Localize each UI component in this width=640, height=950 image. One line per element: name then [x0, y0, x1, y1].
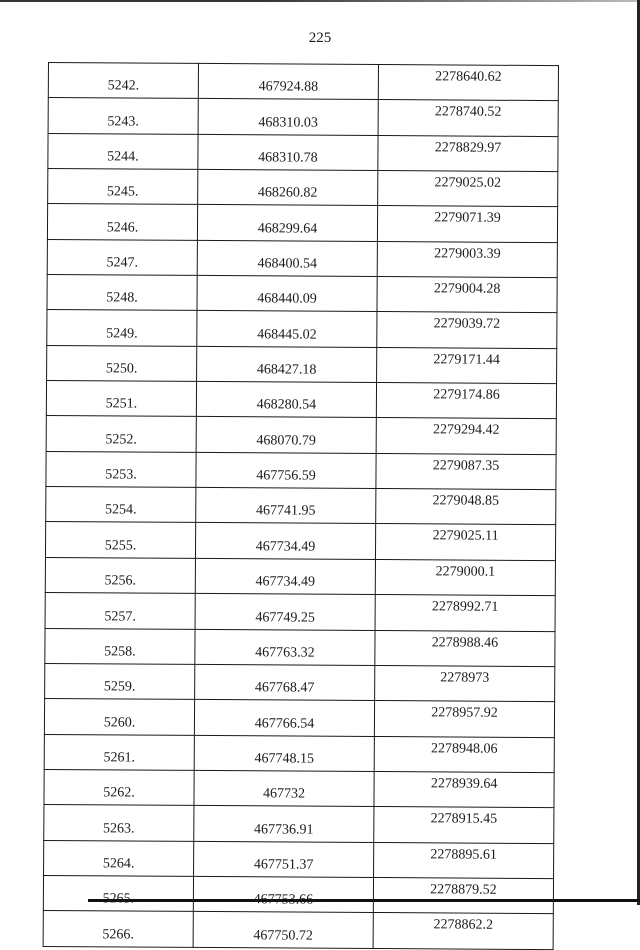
point-number-cell: 5252.	[46, 416, 196, 452]
y-coordinate-cell: 2278740.52	[378, 100, 558, 136]
x-coordinate-cell: 467756.59	[196, 452, 376, 488]
y-coordinate-cell: 2278988.46	[375, 630, 555, 666]
y-coordinate-cell: 2278992.71	[375, 595, 555, 631]
x-coordinate-cell: 468445.02	[197, 311, 377, 347]
y-coordinate-cell: 2278829.97	[378, 135, 558, 171]
scan-edge-top	[0, 0, 640, 2]
point-number-cell: 5244.	[48, 133, 198, 169]
table-row	[44, 805, 554, 843]
x-coordinate-cell: 467763.32	[195, 629, 375, 665]
point-number-cell: 5242.	[48, 63, 198, 99]
table-row	[47, 310, 557, 348]
table-row	[48, 169, 558, 207]
point-number-cell: 5247.	[47, 239, 197, 275]
point-number-cell: 5255.	[45, 522, 195, 558]
x-coordinate-cell: 467751.37	[194, 841, 374, 877]
table-row	[47, 239, 557, 277]
table-row	[45, 593, 555, 631]
point-number-cell: 5259.	[45, 663, 195, 699]
x-coordinate-cell: 468299.64	[197, 205, 377, 241]
point-number-cell: 5250.	[47, 345, 197, 381]
table-row	[48, 133, 558, 171]
point-number-cell: 5260.	[44, 699, 194, 735]
point-number-cell: 5261.	[44, 734, 194, 770]
y-coordinate-cell: 2278640.62	[378, 65, 558, 101]
table-row	[47, 275, 557, 313]
x-coordinate-cell: 468260.82	[198, 169, 378, 205]
table-row	[46, 381, 556, 419]
point-number-cell: 5257.	[45, 593, 195, 629]
y-coordinate-cell: 2279025.02	[378, 171, 558, 207]
y-coordinate-cell: 2279025.11	[375, 524, 555, 560]
coordinate-table	[43, 62, 559, 950]
point-number-cell: 5263.	[44, 805, 194, 841]
x-coordinate-cell: 468070.79	[196, 417, 376, 453]
point-number-cell: 5253.	[46, 451, 196, 487]
y-coordinate-cell: 2279003.39	[377, 241, 557, 277]
point-number-cell: 5258.	[45, 628, 195, 664]
x-coordinate-cell: 467734.49	[195, 523, 375, 559]
table-row	[48, 63, 558, 101]
y-coordinate-cell: 2279171.44	[377, 347, 557, 383]
table-row	[47, 204, 557, 242]
y-coordinate-cell: 2278957.92	[374, 701, 554, 737]
table-row	[46, 416, 556, 454]
y-coordinate-cell: 2279174.86	[376, 383, 556, 419]
x-coordinate-cell: 467924.88	[198, 63, 378, 99]
y-coordinate-cell: 2278948.06	[374, 736, 554, 772]
table-row	[43, 911, 553, 949]
table-row	[44, 699, 554, 737]
point-number-cell: 5256.	[45, 557, 195, 593]
table-row	[44, 769, 554, 807]
table-row	[45, 557, 555, 595]
x-coordinate-cell: 467748.15	[194, 735, 374, 771]
x-coordinate-cell: 467732	[194, 770, 374, 806]
y-coordinate-cell: 2278862.2	[373, 913, 553, 949]
x-coordinate-cell: 467736.91	[194, 806, 374, 842]
y-coordinate-cell: 2278879.52	[373, 877, 553, 913]
point-number-cell: 5249.	[47, 310, 197, 346]
x-coordinate-cell: 468400.54	[197, 240, 377, 276]
y-coordinate-cell: 2278973	[375, 665, 555, 701]
x-coordinate-cell: 468280.54	[196, 382, 376, 418]
table-row	[44, 734, 554, 772]
point-number-cell: 5262.	[44, 769, 194, 805]
page-number: 225	[308, 30, 332, 46]
coordinate-table-body	[43, 63, 558, 950]
y-coordinate-cell: 2279048.85	[376, 489, 556, 525]
x-coordinate-cell: 468310.03	[198, 99, 378, 135]
point-number-cell: 5251.	[46, 381, 196, 417]
table-row	[45, 628, 555, 666]
y-coordinate-cell: 2278939.64	[374, 771, 554, 807]
point-number-cell: 5248.	[47, 275, 197, 311]
table-row	[46, 451, 556, 489]
table-row	[47, 345, 557, 383]
table-row	[44, 840, 554, 878]
x-coordinate-cell: 467734.49	[195, 558, 375, 594]
coordinate-table-container	[43, 62, 558, 950]
point-number-cell: 5264.	[44, 840, 194, 876]
x-coordinate-cell: 467741.95	[196, 488, 376, 524]
table-row	[43, 875, 553, 913]
point-number-cell: 5243.	[48, 98, 198, 134]
point-number-cell: 5246.	[47, 204, 197, 240]
point-number-cell: 5266.	[43, 911, 193, 947]
point-number-cell: 5245.	[48, 169, 198, 205]
y-coordinate-cell: 2279039.72	[377, 312, 557, 348]
table-row	[45, 522, 555, 560]
x-coordinate-cell: 467768.47	[195, 664, 375, 700]
x-coordinate-cell: 468440.09	[197, 275, 377, 311]
y-coordinate-cell: 2279087.35	[376, 453, 556, 489]
x-coordinate-cell: 467749.25	[195, 594, 375, 630]
x-coordinate-cell: 468427.18	[197, 346, 377, 382]
y-coordinate-cell: 2278915.45	[374, 807, 554, 843]
y-coordinate-cell: 2279004.28	[377, 277, 557, 313]
y-coordinate-cell: 2278895.61	[374, 842, 554, 878]
y-coordinate-cell: 2279000.1	[375, 559, 555, 595]
x-coordinate-cell: 467753.66	[193, 876, 373, 912]
x-coordinate-cell: 467750.72	[193, 912, 373, 948]
point-number-cell: 5265.	[43, 875, 193, 911]
table-row	[48, 98, 558, 136]
x-coordinate-cell: 467766.54	[194, 700, 374, 736]
y-coordinate-cell: 2279294.42	[376, 418, 556, 454]
table-row	[46, 487, 556, 525]
table-row	[45, 663, 555, 701]
x-coordinate-cell: 468310.78	[198, 134, 378, 170]
y-coordinate-cell: 2279071.39	[377, 206, 557, 242]
point-number-cell: 5254.	[46, 487, 196, 523]
